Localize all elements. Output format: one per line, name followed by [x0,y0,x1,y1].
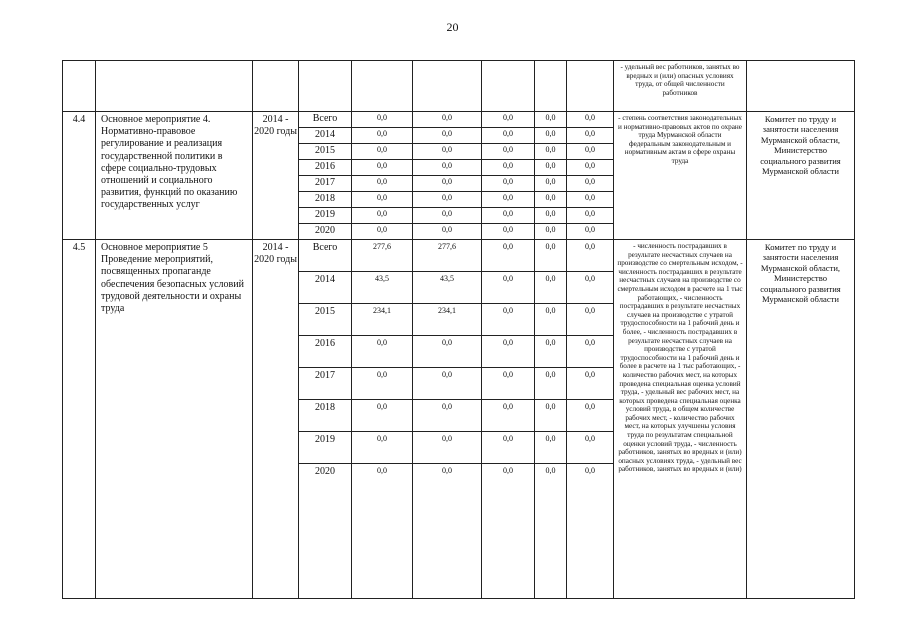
value-cell: 0,0 [482,368,535,400]
value-cell: 0,0 [535,128,567,144]
row-number: 4.4 [63,112,96,240]
year-label: 2014 [299,272,352,304]
value-cell: 0,0 [482,208,535,224]
value-cell: 0,0 [535,368,567,400]
value-cell: 277,6 [352,240,413,272]
year-label: 2019 [299,208,352,224]
value-cell: 0,0 [482,112,535,128]
value-cell: 0,0 [535,176,567,192]
value-cell: 0,0 [482,144,535,160]
value-cell: 0,0 [482,272,535,304]
year-label: Всего [299,240,352,272]
value-cell: 0,0 [413,400,482,432]
value-cell: 234,1 [413,304,482,336]
indicator-cell: - степень соответствия законодательных и нормативно-правовых актов по охране труда Мурманской области федеральным законодательным и нормативным актам в сфере охраны труда [614,112,747,240]
value-cell: 0,0 [535,432,567,464]
value-cell: 0,0 [567,128,614,144]
value-cell: 0,0 [482,432,535,464]
year-label: 2018 [299,400,352,432]
value-cell: 0,0 [352,160,413,176]
value-cell: 0,0 [482,160,535,176]
value-cell: 0,0 [352,192,413,208]
value-cell: 0,0 [413,224,482,240]
activity-name: Основное мероприятие 4. Нормативно-правовое регулирование и реализация государственной политики в сфере социально-трудовых отношений и социального развития, функций по оказанию государственных услуг [96,112,253,240]
value-cell: 0,0 [567,144,614,160]
activity-name: Основное мероприятие 5 Проведение мероприятий, посвященных пропаганде обеспечения безопасных условий трудовой деятельности и охраны труда [96,240,253,599]
value-cell: 0,0 [413,336,482,368]
period: 2014 - 2020 годы [253,240,299,599]
value-cell: 0,0 [535,272,567,304]
value-cell: 0,0 [482,304,535,336]
value-cell: 0,0 [567,400,614,432]
value-cell: 0,0 [482,336,535,368]
year-label: 2014 [299,128,352,144]
period: 2014 - 2020 годы [253,112,299,240]
value-cell: 0,0 [352,464,413,599]
value-cell: 43,5 [352,272,413,304]
table-row-top [63,61,855,112]
value-cell: 0,0 [413,160,482,176]
table-row [63,112,855,128]
value-cell: 0,0 [535,192,567,208]
value-cell: 0,0 [413,144,482,160]
value-cell: 0,0 [482,192,535,208]
indicator-cell: - численность пострадавших в результате несчастных случаев на производстве со смертельным исходом, - численность пострадавших в результате несчастных случаев на производстве со смертельным исходом в расчете на 1 тыс работающих, - численность пострадавших в результате несчастных случаев на производстве с утратой трудоспособности на 1 рабочий день и более, - численность пострадавших в результате несчастных случаев на производстве с утратой трудоспособности на 1 рабочий день и более в расчете на 1 тыс работающих, - количество рабочих мест, на которых проведена специальная оценка условий труда, - удельный вес рабочих мест, на которых проведена специальная оценка условий труда, в общем количестве рабочих мест, - количество рабочих мест, на которых улучшены условия труда по результатам специальной оценки условий труда, - численность работников, занятых во вредных и (или) опасных условиях труда, - удельный вес работников, занятых во вредных и (или) [614,240,747,599]
year-label: 2015 [299,304,352,336]
year-label: 2015 [299,144,352,160]
executor-cell: Комитет по труду и занятости населения Мурманской области, Министерство социального развития Мурманской области [747,112,855,240]
value-cell: 0,0 [352,336,413,368]
value-cell: 0,0 [482,224,535,240]
value-cell: 0,0 [535,144,567,160]
value-cell: 0,0 [413,128,482,144]
year-label: 2018 [299,192,352,208]
value-cell: 0,0 [567,464,614,599]
value-cell: 0,0 [413,192,482,208]
value-cell: 0,0 [352,128,413,144]
value-cell: 0,0 [352,112,413,128]
value-cell: 0,0 [567,368,614,400]
value-cell: 0,0 [567,160,614,176]
value-cell: 0,0 [482,240,535,272]
value-cell: 0,0 [535,160,567,176]
value-cell: 0,0 [567,176,614,192]
value-cell: 0,0 [352,176,413,192]
year-label: 2020 [299,464,352,599]
value-cell: 0,0 [352,432,413,464]
value-cell: 0,0 [413,464,482,599]
value-cell: 0,0 [535,336,567,368]
value-cell: 0,0 [413,432,482,464]
value-cell: 0,0 [352,400,413,432]
value-cell: 43,5 [413,272,482,304]
row-number: 4.5 [63,240,96,599]
value-cell: 0,0 [567,240,614,272]
value-cell: 0,0 [482,400,535,432]
value-cell: 0,0 [567,112,614,128]
value-cell: 0,0 [413,208,482,224]
value-cell: 0,0 [482,464,535,599]
value-cell: 0,0 [567,208,614,224]
year-label: Всего [299,112,352,128]
value-cell: 0,0 [482,176,535,192]
value-cell: 0,0 [413,368,482,400]
value-cell: 0,0 [482,128,535,144]
value-cell: 0,0 [535,208,567,224]
value-cell: 0,0 [567,336,614,368]
executor-cell: Комитет по труду и занятости населения Мурманской области, Министерство социального развития Мурманской области [747,240,855,599]
value-cell: 0,0 [535,304,567,336]
value-cell: 0,0 [567,272,614,304]
value-cell: 0,0 [535,240,567,272]
value-cell: 0,0 [413,112,482,128]
value-cell: 0,0 [567,224,614,240]
value-cell: 277,6 [413,240,482,272]
indicator-cell: - удельный вес работников, занятых во вредных и (или) опасных условиях труда, от общей численности работников [614,61,747,112]
value-cell: 0,0 [352,224,413,240]
value-cell: 0,0 [535,400,567,432]
value-cell: 0,0 [535,112,567,128]
value-cell: 0,0 [535,464,567,599]
value-cell: 0,0 [567,432,614,464]
year-label: 2017 [299,368,352,400]
value-cell: 0,0 [567,304,614,336]
program-table [62,60,855,599]
year-label: 2019 [299,432,352,464]
year-label: 2016 [299,336,352,368]
year-label: 2020 [299,224,352,240]
table-row [63,240,855,272]
value-cell: 0,0 [535,224,567,240]
page-number: 20 [446,20,459,34]
value-cell: 234,1 [352,304,413,336]
year-label: 2016 [299,160,352,176]
value-cell: 0,0 [352,144,413,160]
value-cell: 0,0 [352,368,413,400]
value-cell: 0,0 [352,208,413,224]
value-cell: 0,0 [413,176,482,192]
year-label: 2017 [299,176,352,192]
value-cell: 0,0 [567,192,614,208]
